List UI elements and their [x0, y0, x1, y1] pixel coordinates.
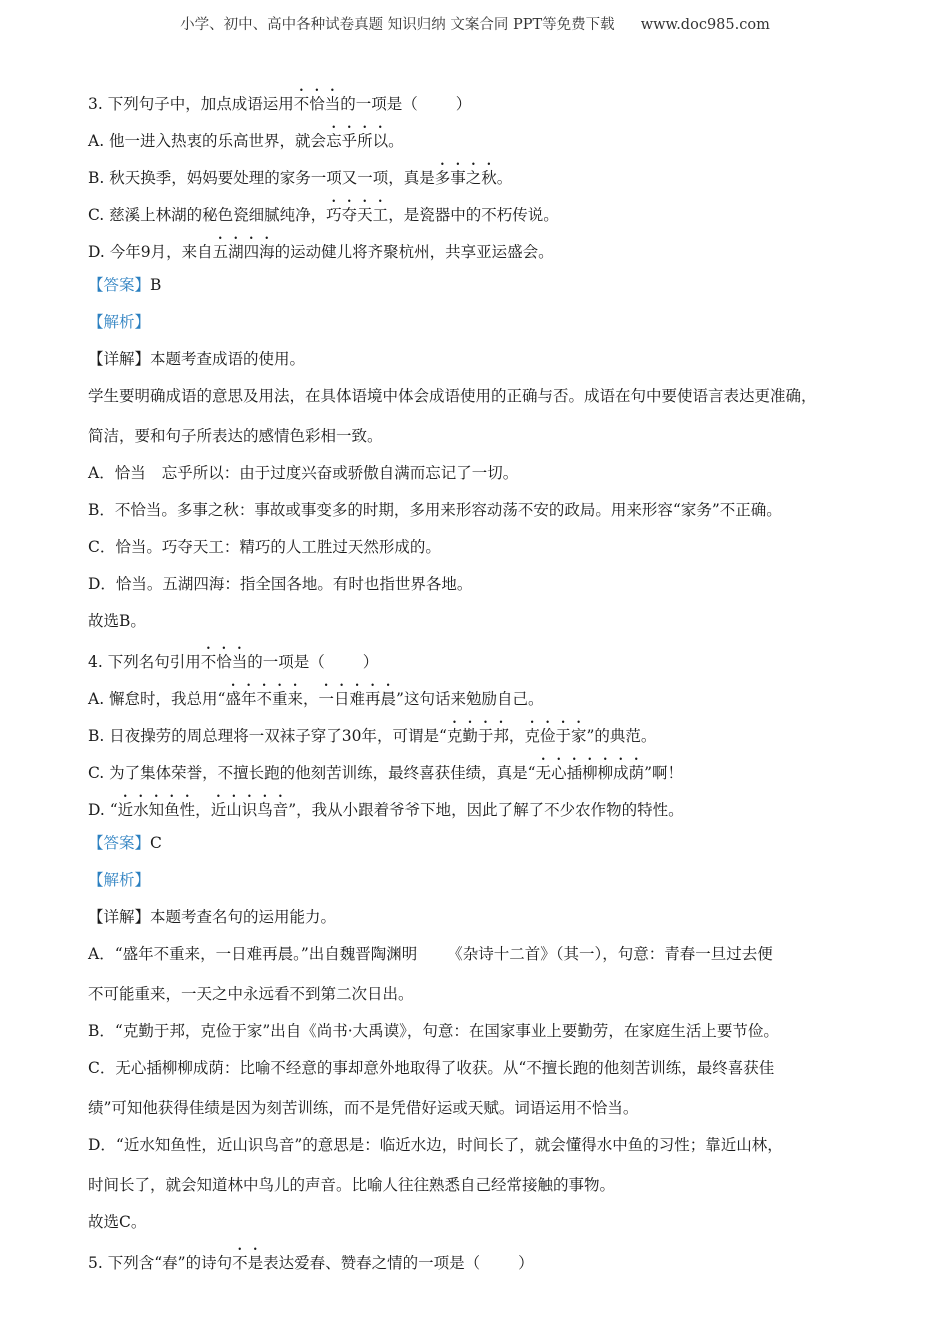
- answer-value: C: [150, 834, 162, 852]
- q3-explain-c: C．恰当。巧夺天工：精巧的人工胜过天然形成的。: [88, 538, 441, 556]
- q3-option-d: D. 今年9月，来自五湖四海的运动健儿将齐聚杭州，共享亚运盛会。: [88, 243, 554, 261]
- q4-option-a: A. 懈怠时，我总用“盛年不重来，一日难再晨”这句话来勉励自己。: [88, 690, 544, 708]
- q3-explain-d: D．恰当。五湖四海：指全国各地。有时也指世界各地。: [88, 575, 473, 593]
- q5-stem: 5. 下列含“春”的诗句不是表达爱春、赞春之情的一项是（ ）: [88, 1254, 534, 1272]
- q4-explain-b: B．“克勤于邦，克俭于家”出自《尚书·大禹谟》，句意：在国家事业上要勤劳，在家庭生活上要节俭。: [88, 1022, 779, 1040]
- q3-analysis-tag: 【解析】: [88, 313, 151, 331]
- q4-explain-a-2: 不可能重来，一天之中永远看不到第二次日出。: [88, 985, 414, 1003]
- q4-explain-c-2: 绩”可知他获得佳绩是因为刻苦训练，而不是凭借好运或天赋。词语运用不恰当。: [88, 1099, 639, 1117]
- q3-option-a: A. 他一进入热衷的乐高世界，就会忘乎所以。: [88, 132, 404, 150]
- q3-explain-a: A．恰当 忘乎所以：由于过度兴奋或骄傲自满而忘记了一切。: [88, 464, 519, 482]
- emphasis-text: 近山识鸟音: [210, 801, 289, 819]
- emphasis-text: 盛年不重来: [225, 690, 303, 708]
- q3-answer: [88, 271, 878, 308]
- q3-explain-b: B．不恰当。多事之秋：事故或事变多的时期，多用来形容动荡不安的政局。用来形容“家务”不正确。: [88, 501, 782, 519]
- emphasis-text: 多事之秋: [434, 169, 497, 187]
- emphasis-text: 无心插柳柳成荫: [535, 764, 645, 782]
- emphasis-text: 不是: [232, 1254, 264, 1272]
- q3-stem: 3. 下列句子中，加点成语运用不恰当的一项是（ ）: [88, 95, 472, 113]
- q4-stem: 4. 下列名句引用不恰当的一项是（ ）: [88, 653, 379, 671]
- emphasis-text: 不恰当: [200, 653, 248, 671]
- q4-option-c: C. 为了集体荣誉，不擅长跑的他刻苦训练，最终喜获佳绩，真是“无心插柳柳成荫”啊！: [88, 764, 684, 782]
- header-site: www.doc985.com: [640, 17, 770, 33]
- detail-tag: 【详解】: [88, 908, 151, 926]
- q4-conclusion: 故选C。: [88, 1213, 147, 1231]
- q4-explain-c-1: C．无心插柳柳成荫：比喻不经意的事却意外地取得了收获。从“不擅长跑的他刻苦训练，最终喜获佳: [88, 1059, 775, 1077]
- answer-tag: 【答案】: [88, 276, 151, 294]
- emphasis-text: 忘乎所以: [326, 132, 389, 150]
- q4-analysis-tag: 【解析】: [88, 871, 151, 889]
- emphasis-text: 克勤于邦: [446, 727, 509, 745]
- q4-detail: 【详解】本题考查名句的运用能力。: [88, 908, 337, 926]
- q4-option-b: B. 日夜操劳的周总理将一双袜子穿了30年，可谓是“克勤于邦，克俭于家”的典范。: [88, 727, 657, 745]
- document-body: [88, 86, 878, 1282]
- emphasis-text: 不恰当: [293, 95, 341, 113]
- answer-value: B: [150, 276, 162, 294]
- emphasis-text: 近水知鱼性: [117, 801, 196, 819]
- q3-conclusion: 故选B。: [88, 612, 146, 630]
- detail-tag: 【详解】: [88, 350, 151, 368]
- q3-paragraph-1: 学生要明确成语的意思及用法，在具体语境中体会成语使用的正确与否。成语在句中要使语言表达更准确，: [88, 387, 817, 405]
- q3-option-b: B. 秋天换季，妈妈要处理的家务一项又一项，真是多事之秋。: [88, 169, 513, 187]
- page-header: [0, 13, 950, 34]
- q4-explain-d-1: D．“近水知鱼性，近山识鸟音”的意思是：临近水边，时间长了，就会懂得水中鱼的习性；靠近山林，: [88, 1136, 783, 1154]
- q3-paragraph-2: 简洁，要和句子所表达的感情色彩相一致。: [88, 427, 383, 445]
- header-text: 小学、初中、高中各种试卷真题 知识归纳 文案合同 PPT等免费下载: [180, 17, 615, 33]
- emphasis-text: 巧夺天工: [326, 206, 389, 224]
- q4-explain-a-1: A．“盛年不重来，一日难再晨。”出自魏晋陶渊明 《杂诗十二首》（其一），句意：青春一旦过去便: [88, 945, 773, 963]
- q3-option-c: C. 慈溪上林湖的秘色瓷细腻纯净，巧夺天工，是瓷器中的不朽传说。: [88, 206, 559, 224]
- emphasis-text: 五湖四海: [212, 243, 275, 261]
- q3-detail: 【详解】本题考查成语的使用。: [88, 350, 306, 368]
- emphasis-text: 克俭于家: [524, 727, 587, 745]
- q4-option-d: D. “近水知鱼性，近山识鸟音”，我从小跟着爷爷下地，因此了解了不少农作物的特性。: [88, 801, 684, 819]
- emphasis-text: 一日难再晨: [318, 690, 397, 708]
- q4-answer: [88, 829, 878, 866]
- q4-explain-d-2: 时间长了，就会知道林中鸟儿的声音。比喻人往往熟悉自己经常接触的事物。: [88, 1176, 616, 1194]
- answer-tag: 【答案】: [88, 834, 151, 852]
